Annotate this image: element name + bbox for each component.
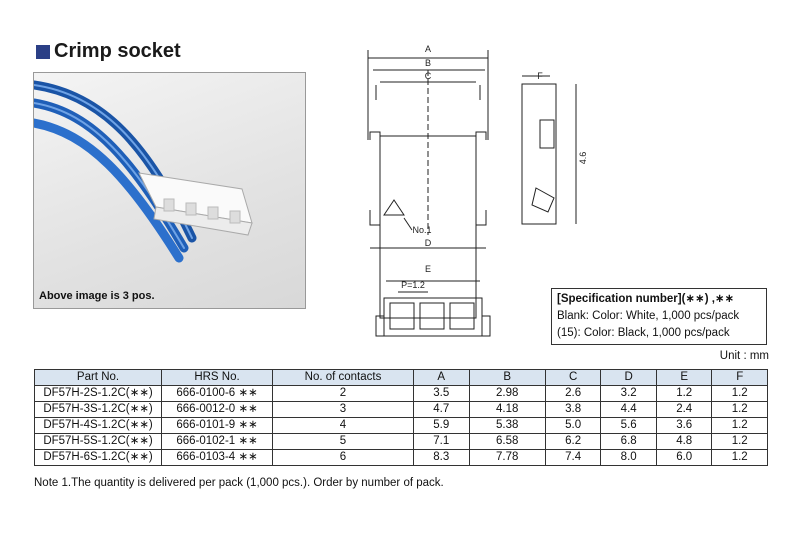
cell-a: 8.3 [414,450,470,466]
cell-b: 5.38 [469,418,545,434]
cell-f: 1.2 [712,434,768,450]
cell-f: 1.2 [712,386,768,402]
cell-part-no: DF57H-6S-1.2C(∗∗) [35,450,162,466]
dim-label-e: E [424,264,432,274]
cell-contacts: 6 [273,450,414,466]
cell-hrs-no: 666-0100-6 ∗∗ [162,386,273,402]
dim-label-b: B [424,58,432,68]
pitch-label: P=1.2 [401,280,425,290]
table-row [35,450,768,466]
col-d: D [601,370,657,386]
specification-box [551,288,767,345]
cell-part-no: DF57H-3S-1.2C(∗∗) [35,402,162,418]
cell-c: 2.6 [545,386,601,402]
cell-contacts: 2 [273,386,414,402]
spec-line-black: (15): Color: Black, 1,000 pcs/pack [557,327,730,339]
table-row [35,434,768,450]
cell-c: 6.2 [545,434,601,450]
cell-a: 4.7 [414,402,470,418]
col-a: A [414,370,470,386]
table-row [35,418,768,434]
cell-contacts: 3 [273,402,414,418]
cell-contacts: 4 [273,418,414,434]
col-c: C [545,370,601,386]
part-table [34,369,768,466]
cell-d: 8.0 [601,450,657,466]
cell-c: 5.0 [545,418,601,434]
spec-line-white: Blank: Color: White, 1,000 pcs/pack [557,310,740,322]
dim-label-d: D [424,238,432,248]
cell-hrs-no: 666-0012-0 ∗∗ [162,402,273,418]
cell-f: 1.2 [712,402,768,418]
unit-label: Unit : mm [719,350,769,362]
col-part-no: Part No. [35,370,162,386]
cell-d: 3.2 [601,386,657,402]
cell-c: 3.8 [545,402,601,418]
cell-d: 5.6 [601,418,657,434]
cell-e: 3.6 [656,418,712,434]
cell-a: 7.1 [414,434,470,450]
cell-f: 1.2 [712,418,768,434]
cell-hrs-no: 666-0103-4 ∗∗ [162,450,273,466]
table-row [35,386,768,402]
cell-a: 3.5 [414,386,470,402]
cell-e: 4.8 [656,434,712,450]
cell-d: 4.4 [601,402,657,418]
section-title [36,40,181,63]
col-b: B [469,370,545,386]
cell-a: 5.9 [414,418,470,434]
dim-label-a: A [424,44,432,54]
section-title-text: Crimp socket [54,40,181,62]
cell-c: 7.4 [545,450,601,466]
photo-caption: Above image is 3 pos. [39,290,155,302]
cell-part-no: DF57H-5S-1.2C(∗∗) [35,434,162,450]
square-bullet-icon [36,45,50,59]
cable-connector-illustration [34,73,305,308]
cell-f: 1.2 [712,450,768,466]
spec-heading: [Specification number](∗∗) ,∗∗ [557,293,735,305]
product-photo [33,72,306,309]
cell-e: 2.4 [656,402,712,418]
cell-d: 6.8 [601,434,657,450]
cell-contacts: 5 [273,434,414,450]
cell-part-no: DF57H-2S-1.2C(∗∗) [35,386,162,402]
cell-b: 6.58 [469,434,545,450]
pin-one-label: No.1 [412,225,432,235]
cell-e: 1.2 [656,386,712,402]
table-header-row [35,370,768,386]
cell-b: 2.98 [469,386,545,402]
table-row [35,402,768,418]
dim-label-f: F [537,71,543,81]
cell-e: 6.0 [656,450,712,466]
col-hrs-no: HRS No. [162,370,273,386]
cell-part-no: DF57H-4S-1.2C(∗∗) [35,418,162,434]
cell-b: 7.78 [469,450,545,466]
col-e: E [656,370,712,386]
cell-b: 4.18 [469,402,545,418]
order-note: Note 1.The quantity is delivered per pack (1,000 pcs.). Order by number of pack. [34,477,444,489]
col-f: F [712,370,768,386]
height-label: 4.6 [578,151,588,165]
cell-hrs-no: 666-0101-9 ∗∗ [162,418,273,434]
cell-hrs-no: 666-0102-1 ∗∗ [162,434,273,450]
dim-label-c: C [424,71,432,81]
col-contacts: No. of contacts [273,370,414,386]
